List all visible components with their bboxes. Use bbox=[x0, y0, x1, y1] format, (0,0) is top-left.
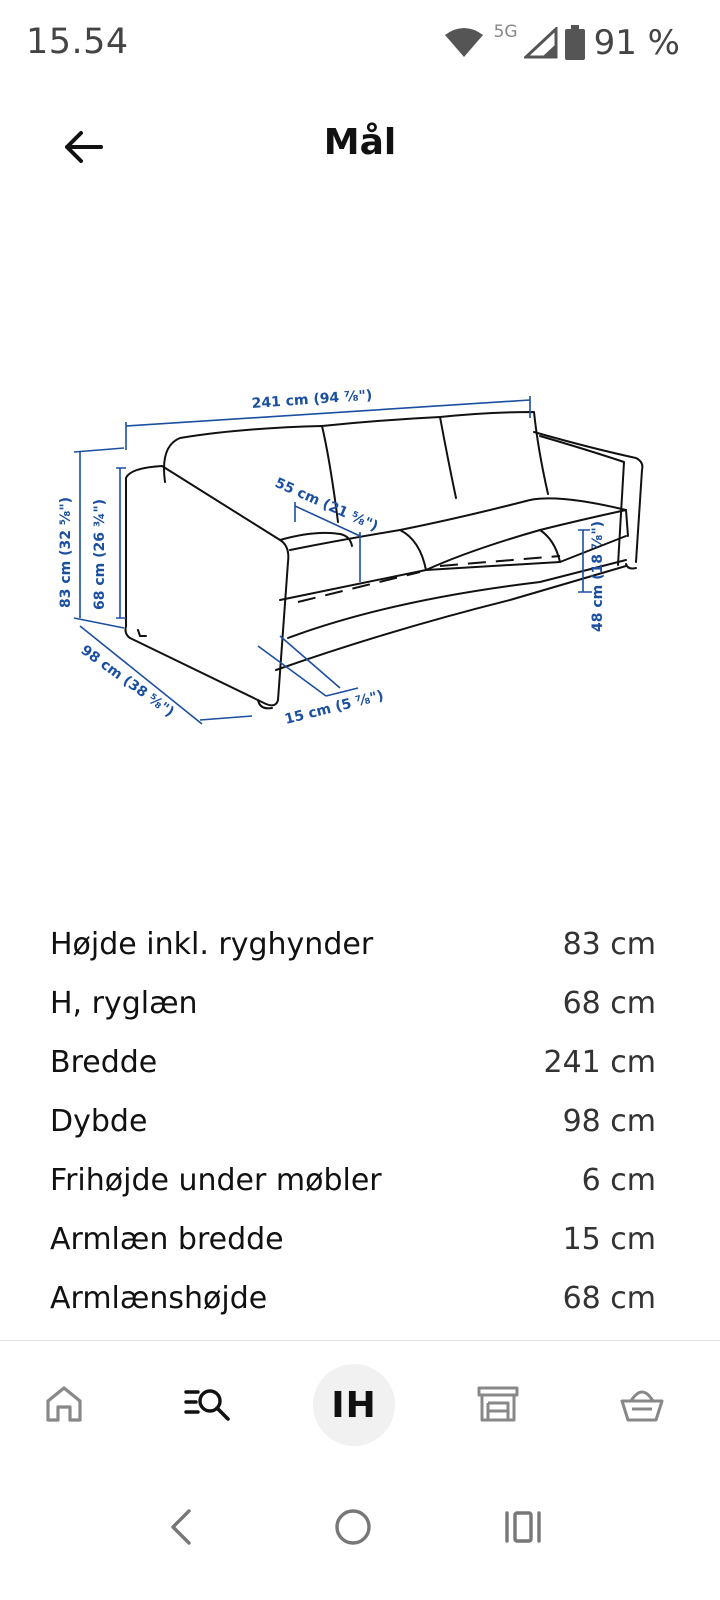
spec-value: 83 cm bbox=[562, 927, 656, 962]
depth-dimension-label: 98 cm (38 ⅝") bbox=[77, 642, 177, 721]
nav-basket-button[interactable] bbox=[600, 1364, 684, 1448]
spec-value: 241 cm bbox=[543, 1045, 656, 1080]
spec-value: 68 cm bbox=[562, 1281, 656, 1316]
status-bar bbox=[0, 0, 720, 86]
spec-row bbox=[50, 1210, 656, 1269]
dimension-specs-list bbox=[50, 915, 656, 1328]
nav-store-button[interactable] bbox=[456, 1364, 540, 1448]
wifi-icon bbox=[444, 27, 484, 59]
spec-label: Armlænshøjde bbox=[50, 1281, 268, 1316]
page-title: Mål bbox=[323, 122, 397, 163]
recents-icon bbox=[503, 1509, 543, 1550]
spec-row bbox=[50, 974, 656, 1033]
back-height-dimension-label: 68 cm (26 ¾") bbox=[92, 498, 108, 610]
profile-initials: IH bbox=[331, 1384, 377, 1426]
search-list-icon bbox=[184, 1386, 232, 1427]
spec-label: Højde inkl. ryghynder bbox=[50, 927, 374, 962]
spec-value: 6 cm bbox=[581, 1163, 656, 1198]
network-type: 5G bbox=[493, 22, 518, 42]
spec-row bbox=[50, 1151, 656, 1210]
seat-height-dimension-label: 48 cm (18 ⅞") bbox=[590, 520, 606, 632]
sofa-illustration bbox=[40, 370, 680, 750]
spec-label: Dybde bbox=[50, 1104, 148, 1139]
store-icon bbox=[476, 1385, 520, 1428]
sofa-dimension-diagram bbox=[40, 370, 680, 750]
chevron-left-icon bbox=[167, 1507, 195, 1552]
spec-label: Armlæn bredde bbox=[50, 1222, 284, 1257]
spec-value: 68 cm bbox=[562, 986, 656, 1021]
signal-icon bbox=[524, 27, 558, 59]
circle-home-icon bbox=[333, 1507, 373, 1552]
system-navigation-bar bbox=[0, 1480, 720, 1600]
spec-row bbox=[50, 1092, 656, 1151]
spec-label: Bredde bbox=[50, 1045, 158, 1080]
home-icon bbox=[44, 1385, 84, 1428]
status-icons bbox=[444, 18, 680, 68]
system-back-button[interactable] bbox=[146, 1494, 216, 1564]
system-recents-button[interactable] bbox=[488, 1494, 558, 1564]
system-home-button[interactable] bbox=[318, 1494, 388, 1564]
spec-label: Frihøjde under møbler bbox=[50, 1163, 382, 1198]
spec-label: H, ryglæn bbox=[50, 986, 198, 1021]
width-dimension-label: 241 cm (94 ⅞") bbox=[251, 387, 373, 412]
battery-icon bbox=[564, 25, 586, 61]
bottom-nav-divider bbox=[0, 1340, 720, 1341]
spec-value: 15 cm bbox=[562, 1222, 656, 1257]
header bbox=[0, 100, 720, 190]
seat-depth-dimension-label: 55 cm (21 ⅝") bbox=[272, 475, 381, 535]
bottom-navigation bbox=[0, 1342, 720, 1472]
basket-icon bbox=[620, 1385, 664, 1428]
status-time: 15.54 bbox=[26, 22, 129, 62]
armrest-width-dimension-label: 15 cm (5 ⅞") bbox=[283, 687, 386, 728]
nav-home-button[interactable] bbox=[22, 1364, 106, 1448]
nav-search-button[interactable] bbox=[166, 1364, 250, 1448]
spec-row bbox=[50, 1269, 656, 1328]
spec-row bbox=[50, 1033, 656, 1092]
battery-percent: 91 % bbox=[593, 23, 680, 63]
spec-value: 98 cm bbox=[562, 1104, 656, 1139]
spec-row bbox=[50, 915, 656, 974]
nav-profile-button[interactable] bbox=[313, 1364, 395, 1446]
total-height-dimension-label: 83 cm (32 ⅝") bbox=[58, 496, 74, 608]
